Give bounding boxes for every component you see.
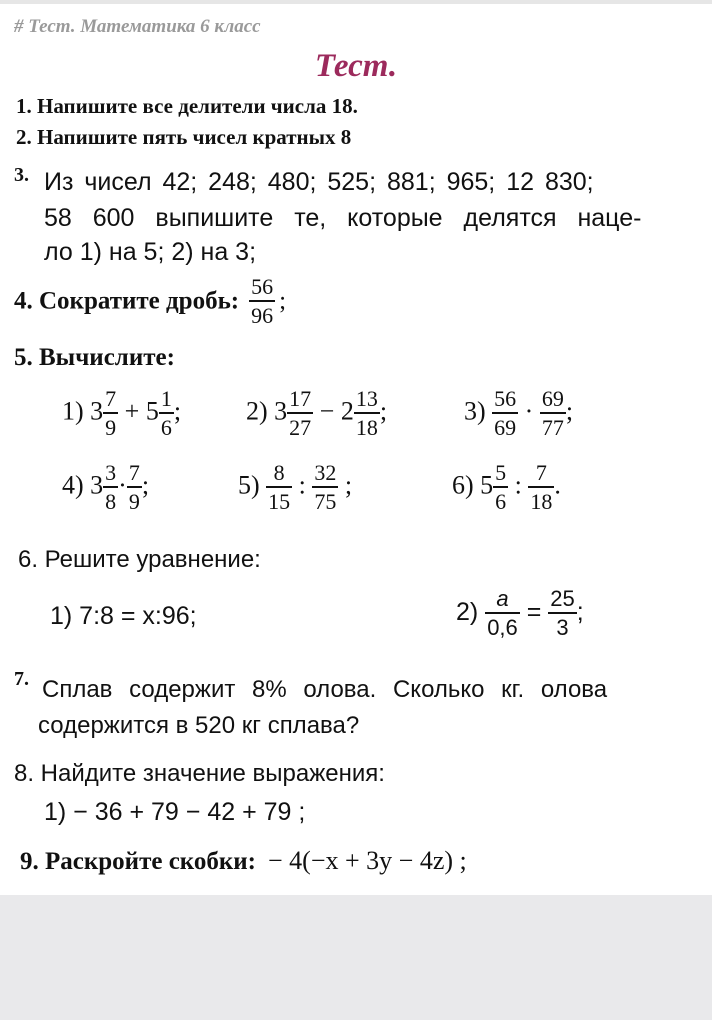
item-label: 1) [62, 396, 84, 426]
equation-2 [456, 588, 584, 639]
equation-1: 1) 7:8 = x:96; [50, 602, 197, 630]
numerator: 56 [249, 276, 275, 302]
whole-part: 2 [340, 396, 354, 426]
semicolon: ; [565, 396, 574, 426]
question-9 [20, 846, 467, 876]
fraction: $\frac{5}{6}$ [495, 460, 507, 514]
operator: : [298, 470, 306, 500]
question-3-number: 3. [14, 164, 29, 186]
item-label: 2) [456, 598, 479, 627]
fraction: $\frac{69}{77}$ [541, 386, 564, 440]
semicolon: ; [279, 287, 287, 315]
denominator: 96 [251, 303, 274, 328]
fraction: $\frac{7}{18}$ [530, 460, 553, 514]
fraction: $\frac{1}{6}$ [160, 386, 172, 440]
operator: · [524, 396, 534, 426]
fraction: $\frac{3}{8}$ [105, 460, 117, 514]
operator: : [514, 470, 522, 500]
question-3-line-2: 58 600 выпишите те, которые делятся наце- [44, 204, 642, 232]
question-9-label: 9. Раскройте скобки: [20, 848, 257, 875]
question-7-line-2: содержится в 520 кг сплава? [38, 712, 360, 739]
fraction: $\frac{8}{15}$ [268, 460, 291, 514]
fraction: $\frac{56}{69}$ [494, 386, 517, 440]
question-3-line-3: ло 1) на 5; 2) на 3; [44, 238, 257, 266]
item-label: 2) [246, 396, 268, 426]
question-4 [14, 276, 286, 327]
calc-item-2 [246, 388, 387, 439]
item-label: 6) [452, 470, 474, 500]
question-6-label: 6. Решите уравнение: [18, 546, 261, 573]
fraction: $\frac{7}{9}$ [128, 460, 140, 514]
calc-item-6 [452, 462, 561, 513]
item-label: 5) [238, 470, 260, 500]
semicolon: ; [141, 470, 150, 500]
test-title: Тест. [314, 48, 398, 84]
calc-item-1 [62, 388, 181, 439]
question-1: 1. Напишите все делители числа 18. [16, 94, 358, 118]
fraction: $\frac{17}{27}$ [289, 386, 312, 440]
operator: · [118, 470, 127, 500]
semicolon: ; [173, 396, 182, 426]
semicolon: ; [576, 598, 584, 627]
question-4-label: 4. Сократите дробь: [14, 287, 240, 315]
period: . [554, 470, 561, 500]
fraction-56-96 [249, 276, 275, 327]
question-9-expression: − 4(−x + 3y − 4z) ; [268, 846, 467, 875]
question-7-line-1: Сплав содержит 8% олова. Сколько кг. олова [42, 676, 608, 703]
whole-part: 3 [90, 396, 104, 426]
whole-part: 3 [90, 470, 104, 500]
equals-sign: = [526, 598, 542, 627]
calc-item-5 [238, 462, 352, 513]
operator: − [319, 396, 335, 426]
question-8-expression: 1) − 36 + 79 − 42 + 79 ; [44, 798, 306, 826]
operator: + [124, 396, 140, 426]
question-8-label: 8. Найдите значение выражения: [14, 760, 385, 787]
whole-part: 5 [145, 396, 159, 426]
semicolon: ; [379, 396, 388, 426]
question-7-number: 7. [14, 668, 29, 690]
fraction: $\frac{13}{18}$ [355, 386, 378, 440]
fraction: $\frac{32}{75}$ [314, 460, 337, 514]
whole-part: 5 [480, 470, 494, 500]
whole-part: 3 [274, 396, 288, 426]
calc-item-3 [464, 388, 573, 439]
fraction: $\frac{25}{3}$ [550, 586, 575, 640]
question-3-line-1: Из чисел 42; 248; 480; 525; 881; 965; 12 830; [44, 168, 594, 196]
semicolon: ; [344, 470, 353, 500]
fraction: $\frac{7}{9}$ [105, 386, 117, 440]
item-label: 4) [62, 470, 84, 500]
item-label: 3) [464, 396, 486, 426]
calc-item-4 [62, 462, 149, 513]
fraction: $\frac{a}{0,6}$ [487, 586, 518, 640]
page-header: # Тест. Математика 6 класс [14, 16, 261, 37]
question-2: 2. Напишите пять чисел кратных 8 [16, 125, 352, 149]
question-5-label: 5. Вычислите: [14, 344, 175, 371]
